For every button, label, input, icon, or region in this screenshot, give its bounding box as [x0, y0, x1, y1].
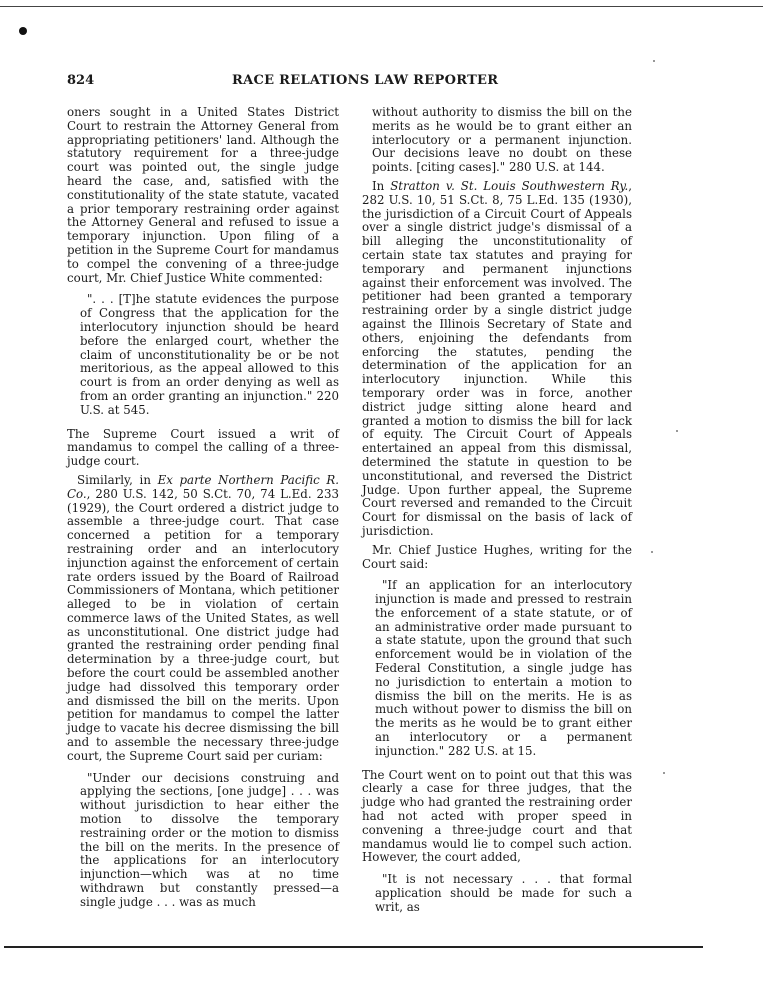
paragraph: The Court went on to point out that this was clearly a case for three judges, that the judge who had granted the restraining order had not acted with proper speed in convening a three-judge court and that mandamus would lie to compel such action. However, the court added,: [362, 767, 632, 865]
page-number: 824: [67, 73, 95, 88]
block-quote: "It is not necessary . . . that formal application should be made for such a writ, as: [375, 872, 632, 914]
text-run: In: [372, 178, 391, 193]
text-run: , 280 U.S. 142, 50 S.Ct. 70, 74 L.Ed. 233 (1929), the Court ordered a district judge to assemble a three-judge court. That case concerned a petition for a temporary restraining order and an interlocutory injunction against the enforcement of certain rate orders issued by the Board of Railroad Commissioners of Montana, which petitioner alleged to be in violation of certain commerce laws of the United States, as well as unconstitutional. One district judge had granted the restraining order pending final determination by a three-judge court, but before the court could be assembled another judge had dissolved this temporary order and dismissed the bill on the merits. Upon petition for mandamus to compel the latter judge to vacate his decree dismissing the bill and to assemble the necessary three-judge court, the Supreme Court said per curiam:: [67, 486, 339, 763]
text-run: , 282 U.S. 10, 51 S.Ct. 8, 75 L.Ed. 135 (1930), the jurisdiction of a Circuit Court of Appeals over a single district judge's dismissal of a bill alleging the unconstitutionality of certain state tax statutes and praying for temporary and permanent injunctions against their enforcement was involved. The petitioner had been granted a temporary restraining order by a single district judge against the Illinois Secretary of State and others, enjoining the defendants from enforcing the statutes, pending the determination of the application for an interlocutory injunction. While this temporary order was in force, another district judge sitting alone heard and granted a motion to dismiss the bill for lack of equity. The Circuit Court of Appeals entertained an appeal from this dismissal, determined the statute in question to be unconstitutional, and reversed the District Judge. Upon further appeal, the Supreme Court reversed and remanded to the Circuit Court for dismissal on the basis of lack of jurisdiction.: [362, 178, 632, 538]
running-head: RACE RELATIONS LAW REPORTER: [232, 73, 499, 88]
block-quote: "Under our decisions construing and applying the sections, [one judge] . . . was without jurisdiction to hear either the motion to dissolve the temporary restraining order or the motion to dismiss the bill on the merits. In the presence of the applications for an interlocutory injunction—which was at no time withdrawn but constantly pressed—a single judge . . . was as much: [80, 770, 339, 909]
scan-speck: [663, 772, 665, 774]
block-quote: ". . . [T]he statute evidences the purpose of Congress that the application for the interlocutory injunction should be heard before the enlarged court, whether the claim of unconstitutionality be or be not meritorious, as the appeal allowed to this court is from an order denying as well as from an order granting an injunction." 220 U.S. at 545.: [80, 292, 339, 417]
scan-speck: [651, 551, 653, 553]
block-quote-continuation: without authority to dismiss the bill on the merits as he would be to grant either an interlocutory or a permanent injunction. Our decisions leave no doubt on these points. [citing cases]." 280 U.S. at 144.: [372, 105, 632, 175]
scan-speck: [676, 430, 678, 432]
right-column: [362, 106, 632, 925]
paragraph: [362, 180, 632, 539]
case-name: Ex parte Northern Pacific R. Co.: [67, 472, 339, 501]
paragraph: The Supreme Court issued a writ of mandamus to compel the calling of a three-judge court.: [67, 426, 339, 469]
case-name: Stratton v. St. Louis Southwestern Ry.: [390, 178, 629, 193]
paragraph: oners sought in a United States District Court to restrain the Attorney General from appropriating petitioners' land. Although the statutory requirement for a three-judge court was pointed out, the single judge heard the case, and, satisfied with the constitutionality of the state statute, vacated a prior temporary restraining order against the Attorney General and refused to issue a temporary injunction. Upon filing of a petition in the Supreme Court for mandamus to compel the convening of a three-judge court, Mr. Chief Justice White commented:: [67, 105, 339, 285]
binder-hole-mark: [19, 27, 27, 35]
scan-speck: [653, 60, 655, 62]
paragraph: Mr. Chief Justice Hughes, writing for the Court said:: [362, 542, 632, 571]
text-run: Similarly, in: [77, 472, 158, 487]
bottom-page-rule: [4, 946, 703, 948]
block-quote: "If an application for an interlocutory injunction is made and pressed to restrain the enforcement of a state statute, or of an administrative order made pursuant to a state statute, upon the ground that such enforcement would be in violation of the Federal Constitution, a single judge has no jurisdiction to entertain a motion to dismiss the bill on the merits. He is as much without power to dismiss the bill on the merits as he would be to grant either an interlocutory or a permanent injunction." 282 U.S. at 15.: [375, 578, 632, 758]
top-page-edge-rule: [0, 0, 763, 7]
paragraph: [67, 474, 339, 764]
left-column: [67, 106, 339, 920]
